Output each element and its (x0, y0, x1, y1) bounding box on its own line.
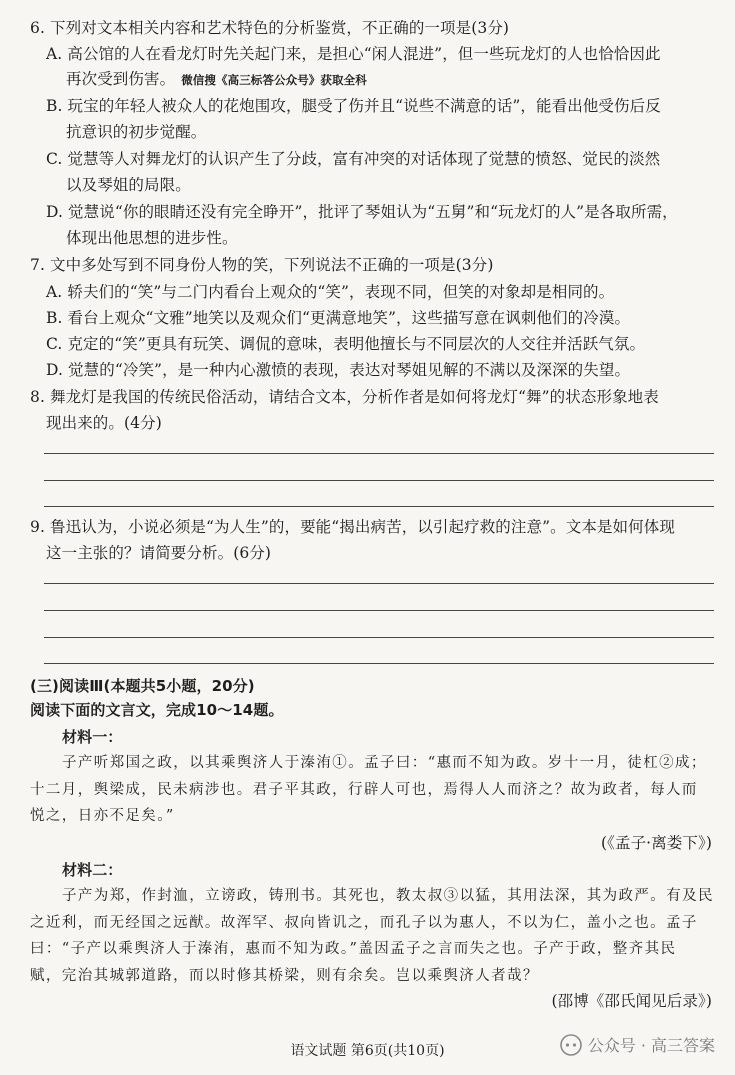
wechat-watermark (560, 1033, 715, 1056)
q6-option-c-line1: C. 觉慧等人对舞龙灯的认识产生了分歧，富有冲突的对话体现了觉慧的愤怒、觉民的淡然 (46, 150, 661, 168)
q9-line1: 9. 鲁迅认为，小说必须是“为人生”的，要能“揭出病苦，以引起疗救的注意”。文本是如何体现 (30, 518, 675, 536)
material2-source: (邵博《邵氏闻见后录》) (551, 992, 712, 1010)
q8-line1: 8. 舞龙灯是我国的传统民俗活动，请结合文本，分析作者是如何将龙灯“舞”的状态形象地表 (30, 388, 659, 406)
answer-line[interactable] (44, 583, 714, 584)
wechat-icon (560, 1034, 582, 1056)
material1-line3: 悦之，日亦不足矣。” (30, 808, 175, 824)
q6-stem: 6. 下列对文本相关内容和艺术特色的分析鉴赏，不正确的一项是(3分) (30, 19, 510, 37)
q6-option-b-line2: 抗意识的初步觉醒。 (66, 123, 207, 141)
answer-line[interactable] (44, 453, 714, 454)
page-footer: 语文试题 第6页(共10页) (290, 1043, 445, 1059)
answer-line[interactable] (44, 637, 714, 638)
watermark-text: 公众号 · 高三答案 (587, 1036, 715, 1055)
answer-line[interactable] (44, 480, 714, 481)
q6-option-a-text: 再次受到伤害。 (66, 70, 176, 88)
material2-line3: 曰：“子产以乘舆济人于溱洧，惠而不知为政。”盖因孟子之言而失之也。子产于政，整齐其民 (30, 941, 677, 957)
q6-option-a-line1: A. 高公馆的人在看龙灯时先关起门来，是担心“闲人混进”，但一些玩龙灯的人也恰恰因此 (46, 45, 661, 63)
material1-source: (《孟子·离娄下》) (600, 834, 712, 852)
material2-line4: 赋，完治其城郭道路，而以时修其桥梁，则有余矣。岂以乘舆济人者哉？ (30, 968, 539, 984)
q6-option-d-line2: 体现出他思想的进步性。 (66, 229, 238, 247)
q9-line2: 这一主张的？请简要分析。(6分) (46, 544, 272, 562)
section-instruction: 阅读下面的文言文，完成10～14题。 (30, 701, 284, 719)
wechat-note: 微信搜《高三标答公众号》获取全科 (181, 73, 367, 87)
material2-title: 材料二： (62, 861, 123, 879)
answer-line[interactable] (44, 506, 714, 507)
q7-stem: 7. 文中多处写到不同身份人物的笑，下列说法不正确的一项是(3分) (30, 256, 494, 274)
material2-line1: 子产为郑，作封洫，立谤政，铸刑书。其死也，教太叔③以猛，其用法深，其为政严。有及民 (62, 888, 714, 904)
q6-option-b-line1: B. 玩宝的年轻人被众人的花炮围攻，腿受了伤并且“说些不满意的话”，能看出他受伤后反 (46, 97, 661, 115)
q6-option-d-line1: D. 觉慧说“你的眼睛还没有完全睁开”，批评了琴姐认为“五舅”和“玩龙灯的人”是各取所需， (46, 203, 678, 221)
q6-option-c-line2: 以及琴姐的局限。 (66, 176, 191, 194)
q7-option-b: B. 看台上观众“文雅”地笑以及观众们“更满意地笑”，这些描写意在讽刺他们的冷漠。 (46, 309, 631, 327)
material1-title: 材料一： (62, 728, 123, 746)
q8-line2: 现出来的。(4分) (46, 414, 162, 432)
q6-option-a-line2 (66, 69, 367, 90)
q7-option-d: D. 觉慧的“冷笑”，是一种内心激愤的表现，表达对琴姐见解的不满以及深深的失望。 (46, 361, 631, 379)
material2-line2: 之近利，而无经国之远猷。故浑罕、叔向皆讥之，而孔子以为惠人，不以为仁，盖小之也。孟子 (30, 915, 698, 931)
q7-option-c: C. 克定的“笑”更具有玩笑、调侃的意味，表明他擅长与不同层次的人交往并活跃气氛。 (46, 335, 646, 353)
answer-line[interactable] (44, 663, 714, 664)
material1-line1: 子产听郑国之政，以其乘舆济人于溱洧①。孟子曰：“惠而不知为政。岁十一月，徒杠②成； (62, 755, 707, 771)
answer-line[interactable] (44, 610, 714, 611)
material1-line2: 十二月，舆梁成，民未病涉也。君子平其政，行辟人可也，焉得人人而济之？故为政者，每人而 (30, 782, 698, 798)
q7-option-a: A. 轿夫们的“笑”与二门内看台上观众的“笑”，表现不同，但笑的对象却是相同的。 (46, 283, 615, 301)
section-heading: (三)阅读Ⅲ(本题共5小题，20分) (30, 677, 255, 695)
